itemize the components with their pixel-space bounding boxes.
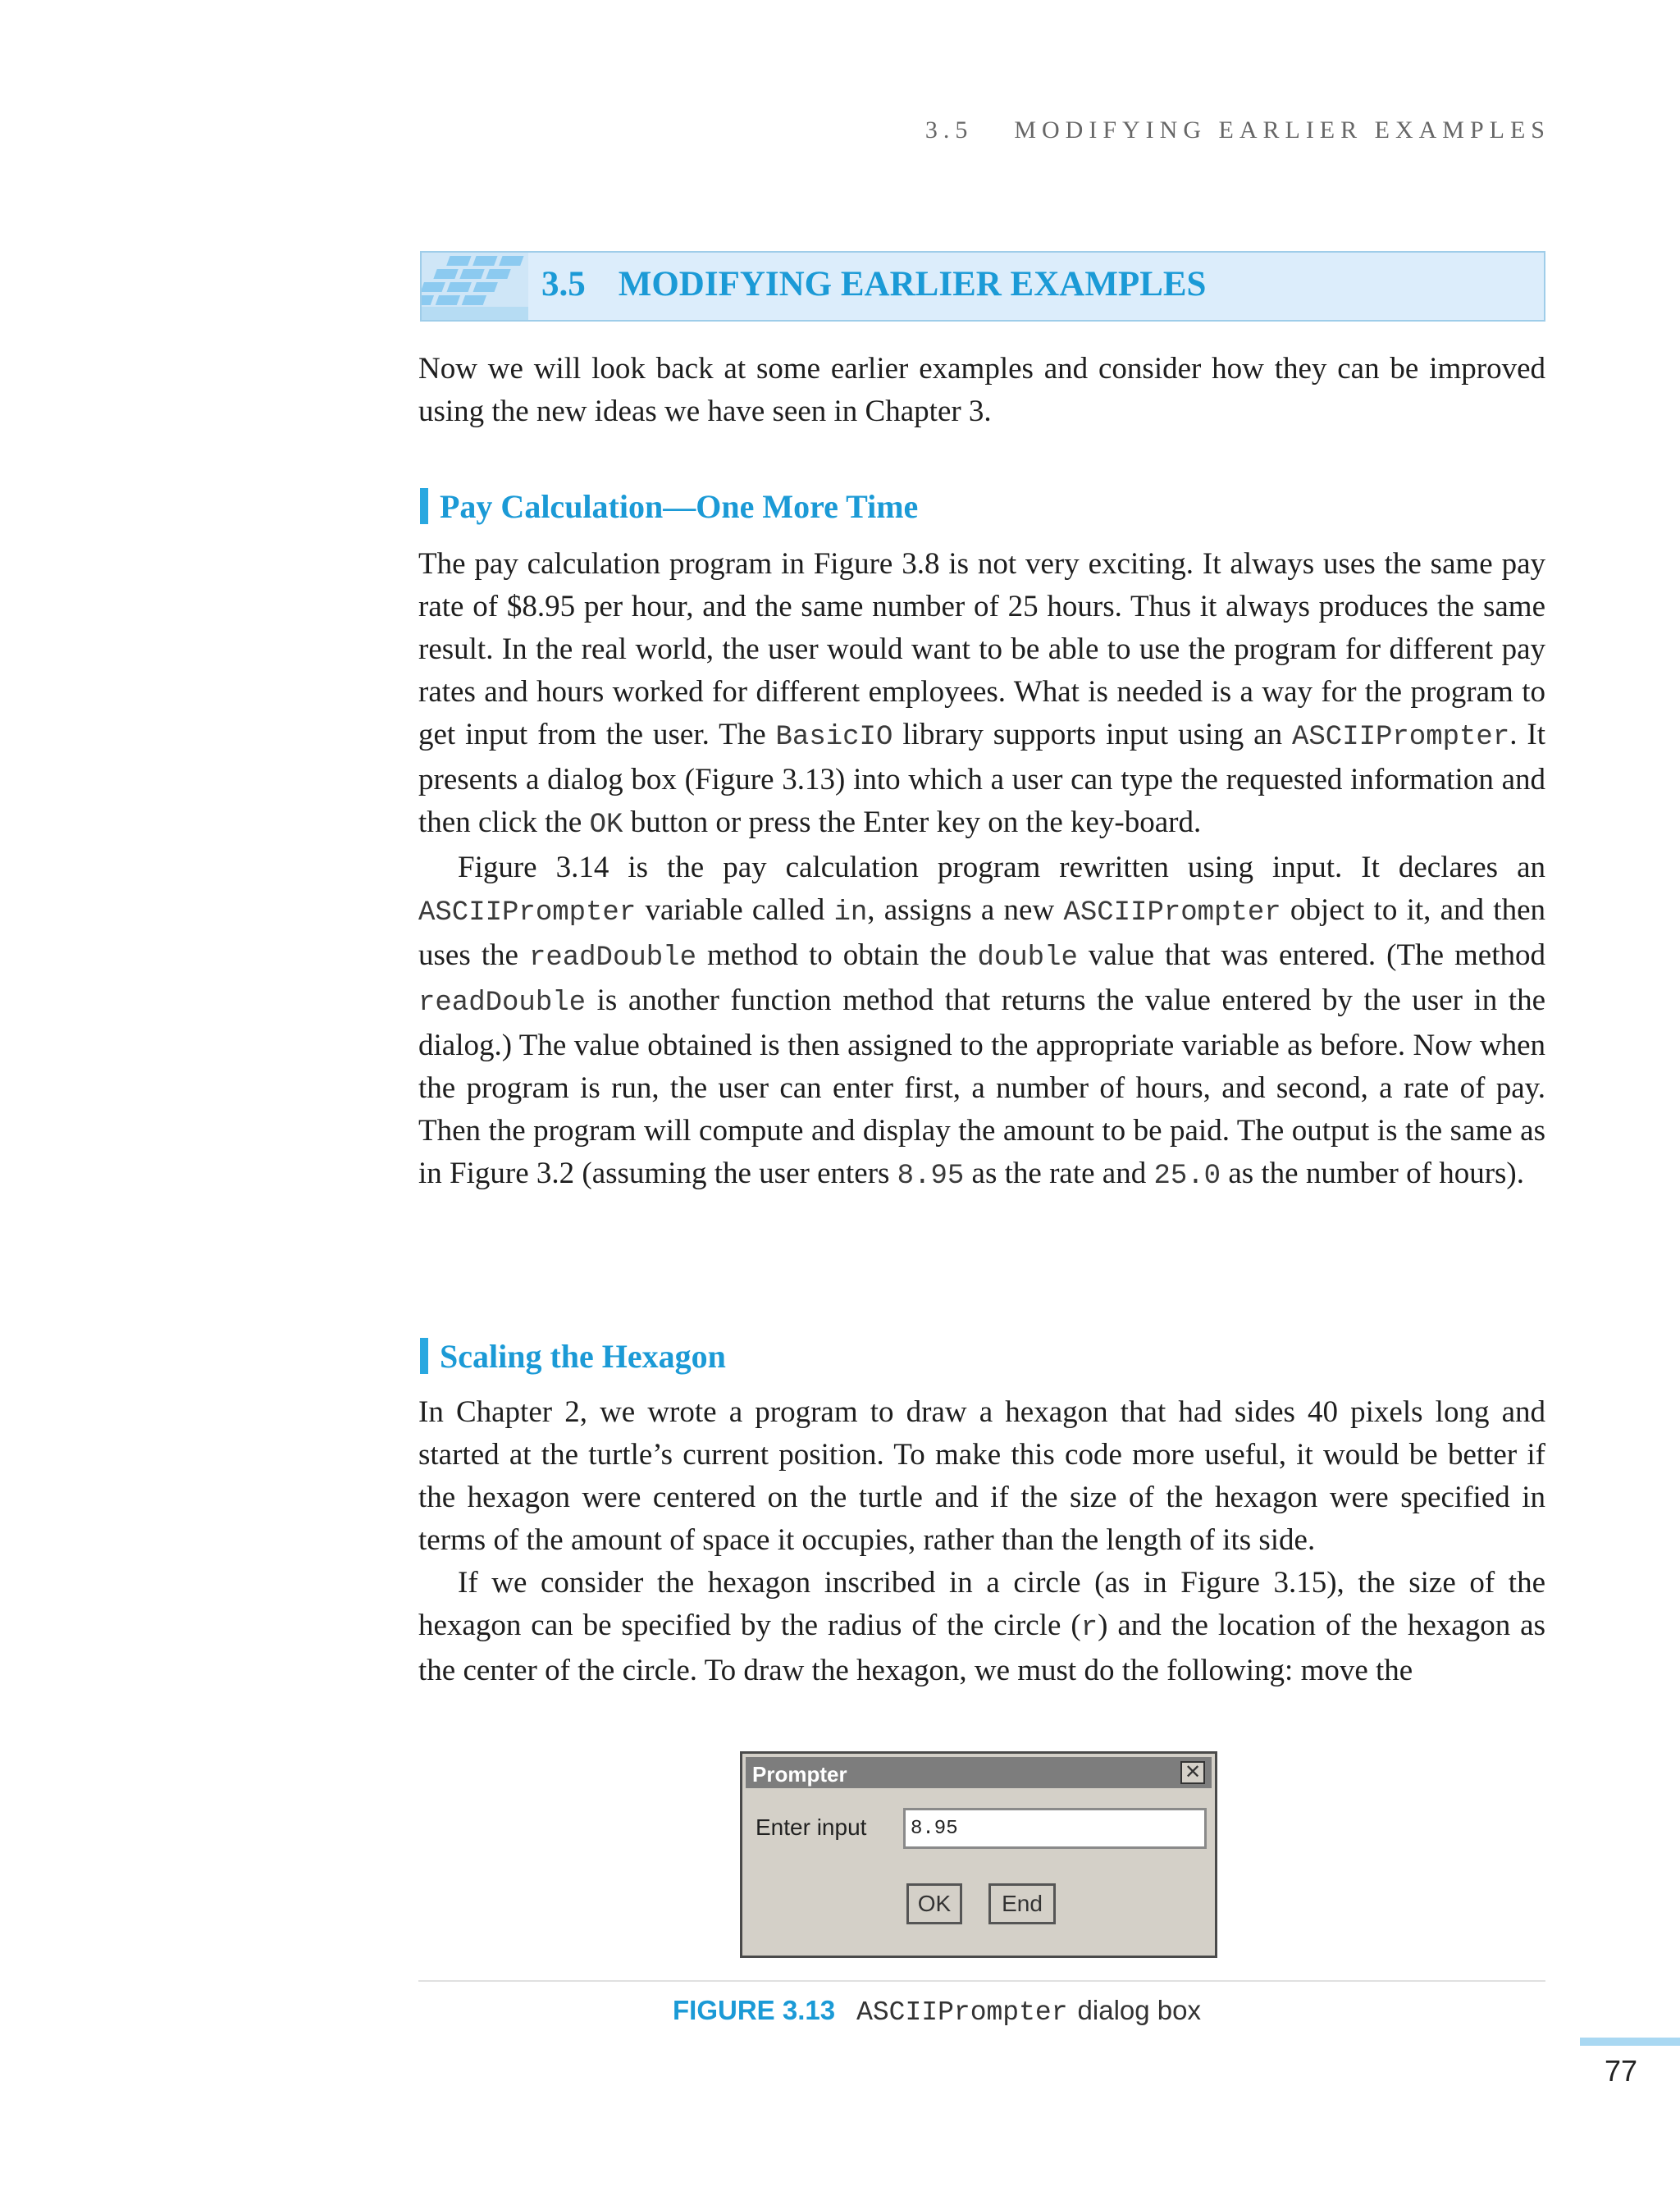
running-head-number: 3.5 bbox=[924, 116, 974, 144]
hexagon-paragraph-2: If we consider the hexagon inscribed in a circle (as in Figure 3.15), the size of the hexagon can be specified by the radius of the circle (r) and the location of the hexagon as the center of the circle. To draw the hexagon, we must do the following: move the bbox=[418, 1566, 1545, 1687]
intro-text bbox=[418, 348, 1545, 433]
page-tab-decoration bbox=[1580, 2038, 1680, 2046]
subheading-marker-icon bbox=[420, 1338, 428, 1374]
intro-paragraph: Now we will look back at some earlier examples and consider how they can be improved using the new ideas we have seen in Chapter 3. bbox=[418, 352, 1545, 428]
dialog-title: Prompter bbox=[752, 1762, 847, 1787]
section-title bbox=[541, 264, 1206, 304]
ok-button[interactable]: OK bbox=[906, 1883, 962, 1924]
close-icon[interactable]: ✕ bbox=[1180, 1761, 1205, 1784]
hexagon-paragraph-1: In Chapter 2, we wrote a program to draw a hexagon that had sides 40 pixels long and started at the turtle’s current position. To make this code more useful, it would be better if the hexagon were centered on the turtle and if the size of the hexagon were specified in terms of the amount of space it occupies, rather than the length of its side. bbox=[418, 1395, 1545, 1557]
section-title-text: MODIFYING EARLIER EXAMPLES bbox=[618, 265, 1207, 304]
subheading-pay-calculation bbox=[420, 486, 918, 528]
subheading-hexagon-text: Scaling the Hexagon bbox=[440, 1338, 726, 1375]
section-number: 3.5 bbox=[541, 265, 586, 304]
running-head-title: MODIFYING EARLIER EXAMPLES bbox=[1014, 116, 1550, 144]
subheading-pay-text: Pay Calculation—One More Time bbox=[440, 488, 919, 525]
subheading-scaling-hexagon bbox=[420, 1335, 726, 1378]
enter-input-label: Enter input bbox=[756, 1814, 867, 1840]
hexagon-text bbox=[418, 1391, 1545, 1692]
pay-text bbox=[418, 543, 1545, 1198]
pay-paragraph-1: The pay calculation program in Figure 3.8 is not very exciting. It always uses the same pay rate of $8.95 per hour, and the same number of 25 hours. Thus it always produces the same result. In the real world, the user would want to be able to use the program for different pay rates and hours worked for different employees. What is needed is a way for the program to get input from the user. The BasicIO library supports input using an ASCIIPrompter. It presents a dialog box (Figure 3.13) into which a user can type the requested information and then click the OK button or press the Enter key on the key-board. bbox=[418, 547, 1545, 841]
figure-caption-text: dialog box bbox=[1077, 1995, 1201, 2025]
input-field[interactable]: 8.95 bbox=[903, 1808, 1207, 1849]
figure-caption bbox=[673, 1995, 1201, 2028]
dialog-titlebar[interactable] bbox=[746, 1757, 1212, 1788]
end-button[interactable]: End bbox=[988, 1883, 1056, 1924]
figure-label: FIGURE 3.13 bbox=[673, 1995, 836, 2025]
figure-caption-code: ASCIIPrompter bbox=[856, 1997, 1068, 2028]
pay-paragraph-2: Figure 3.14 is the pay calculation program rewritten using input. It declares an ASCIIPrompter variable called in, assigns a new ASCIIPrompter object to it, and then uses the readDouble method to obtain the double value that was entered. (The method readDouble is another function method that returns the value entered by the user in the dialog.) The value obtained is then assigned to the appropriate variable as before. Now when the program is run, the user can enter first, a number of hours, and second, a rate of pay. Then the program will compute and display the amount to be paid. The output is the same as in Figure 3.2 (assuming the user enters 8.95 as the rate and 25.0 as the number of hours). bbox=[418, 851, 1545, 1192]
section-banner bbox=[420, 251, 1545, 322]
running-head bbox=[861, 116, 1550, 144]
keyboard-graphic-icon bbox=[422, 253, 528, 320]
prompter-dialog bbox=[740, 1751, 1217, 1958]
subheading-marker-icon bbox=[420, 488, 428, 524]
page-number: 77 bbox=[1604, 2054, 1638, 2088]
figure-divider bbox=[418, 1980, 1545, 1982]
